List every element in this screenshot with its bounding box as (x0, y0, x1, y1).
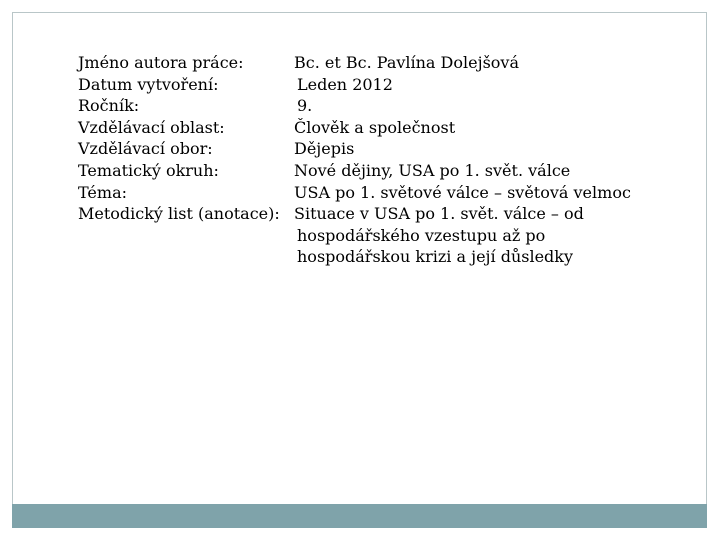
footer-bar (12, 504, 707, 528)
row-date (78, 74, 631, 96)
annotation-value-line-3: hospodářskou krizi a její důsledky (297, 247, 574, 267)
row-theme-area (78, 160, 631, 182)
row-topic (78, 182, 631, 204)
subject-label: Vzdělávací obor: (78, 139, 213, 159)
row-grade (78, 95, 631, 117)
row-area (78, 117, 631, 139)
topic-label: Téma: (78, 182, 127, 202)
author-value: Bc. et Bc. Pavlína Dolejšová (294, 53, 519, 72)
annotation-label: Metodický list (anotace): (78, 204, 280, 224)
date-value: Leden 2012 (297, 74, 393, 94)
date-label: Datum vytvoření: (78, 74, 219, 94)
theme-area-value: Nové dějiny, USA po 1. svět. válce (294, 160, 571, 180)
row-subject (78, 138, 631, 160)
area-label: Vzdělávací oblast: (78, 117, 225, 137)
area-value: Člověk a společnost (294, 117, 456, 137)
grade-label: Ročník: (78, 96, 140, 116)
annotation-value: Situace v USA po 1. svět. válce – od (294, 204, 584, 224)
annotation-value-line-2: hospodářského vzestupu až po (297, 225, 546, 245)
row-annotation (78, 203, 631, 225)
metadata-table (78, 52, 631, 268)
author-label: Jméno autora práce: (78, 53, 244, 72)
row-author (78, 52, 631, 74)
subject-value: Dějepis (294, 139, 355, 159)
grade-value: 9. (297, 96, 313, 116)
theme-area-label: Tematický okruh: (78, 160, 219, 180)
topic-value: USA po 1. světové válce – světová velmoc (294, 182, 631, 202)
